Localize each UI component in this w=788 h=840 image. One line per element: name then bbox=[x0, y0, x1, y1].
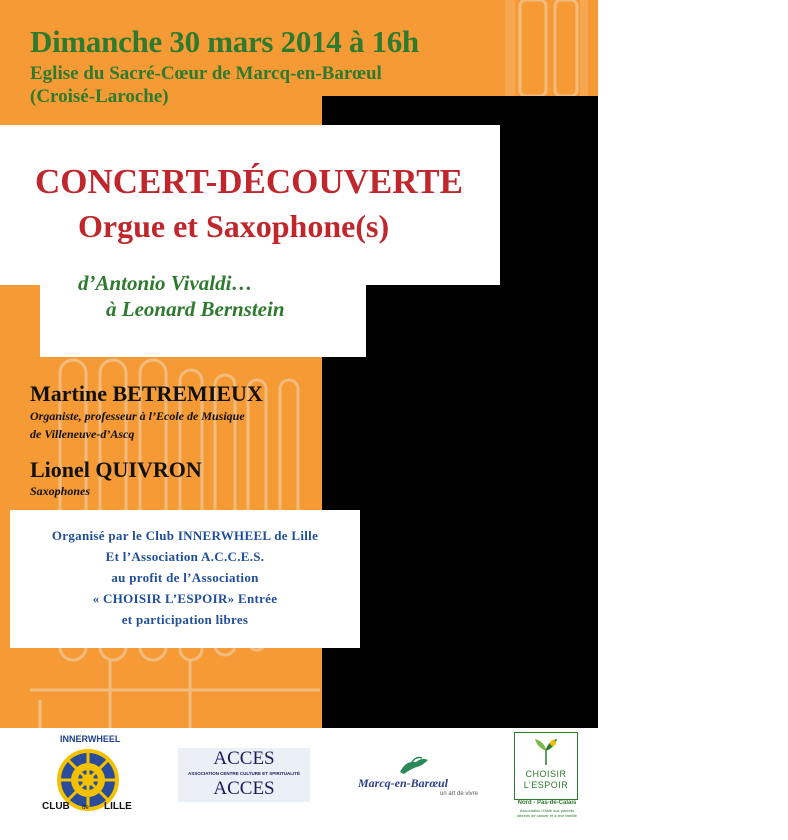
event-venue: Eglise du Sacré-Cœur de Marcq-en-Barœul bbox=[30, 63, 382, 84]
choisir-logo-title: CHOISIR bbox=[525, 769, 567, 779]
performer-role: Saxophones bbox=[30, 484, 91, 498]
sponsor-logos bbox=[0, 728, 598, 840]
acces-logo-title: ACCES bbox=[213, 748, 275, 769]
choisir-logo-fineprint: Association d’aide aux parents atteints de cancer et à leur famille bbox=[517, 808, 577, 818]
concert-title: CONCERT-DÉCOUVERTE bbox=[35, 162, 463, 201]
performer-name: Lionel QUIVRON bbox=[30, 457, 202, 482]
organizer-line: Organisé par le Club INNERWHEEL de Lille bbox=[51, 528, 319, 543]
event-date: Dimanche 30 mars 2014 à 16h bbox=[30, 24, 419, 59]
event-venue-district: (Croisé-Laroche) bbox=[30, 86, 169, 107]
performer-name: Martine BETREMIEUX bbox=[30, 381, 263, 406]
acces-logo-title-repeat: ACCES bbox=[213, 778, 275, 799]
flower-icon bbox=[529, 737, 563, 767]
composer-line: à Leonard Bernstein bbox=[106, 297, 285, 321]
concert-subtitle: Orgue et Saxophone(s) bbox=[78, 208, 390, 244]
innerwheel-de-label: de bbox=[82, 805, 89, 811]
choisir-logo-title-2: L’ESPOIR bbox=[523, 780, 569, 790]
marcq-horse-icon bbox=[398, 754, 432, 776]
innerwheel-label: INNERWHEEL bbox=[60, 734, 121, 744]
acces-logo bbox=[178, 748, 310, 802]
organizer-line: et participation libres bbox=[121, 612, 249, 627]
innerwheel-lille-label: LILLE bbox=[104, 801, 132, 812]
choisir-logo-region: Nord - Pas-de-Calais bbox=[517, 800, 577, 806]
choisir-espoir-logo bbox=[514, 732, 578, 800]
organizer-line: « CHOISIR L’ESPOIR» Entrée bbox=[92, 591, 278, 606]
marcq-logo-name: Marcq-en-Barœul bbox=[358, 776, 449, 790]
innerwheel-club-label: CLUB bbox=[42, 801, 70, 812]
composer-line: d’Antonio Vivaldi… bbox=[78, 271, 253, 295]
organizer-line: Et l’Association A.C.C.E.S. bbox=[105, 549, 265, 564]
organizer-line: au profit de l’Association bbox=[111, 570, 259, 585]
performer-role: de Villeneuve-d’Ascq bbox=[30, 427, 135, 441]
acces-logo-subtitle: ASSOCIATION CENTRE CULTURE ET SPIRITUALITÉ bbox=[187, 771, 301, 776]
marcq-logo-tagline: un art de vivre bbox=[440, 791, 479, 797]
performer-role: Organiste, professeur à l’Ecole de Musique bbox=[30, 409, 245, 423]
